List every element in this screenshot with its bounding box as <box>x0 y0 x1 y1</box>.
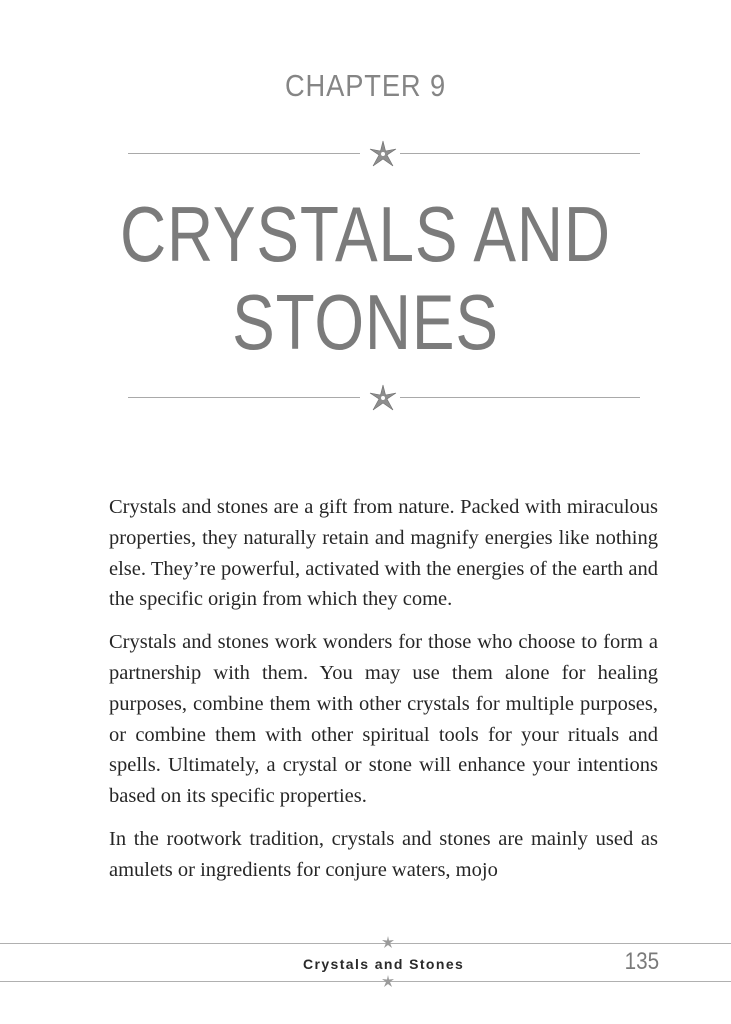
paragraph-2: Crystals and stones work wonders for those who choose to form a partnership with them. You may use them alone for healing purposes, combine them with other crystals for multiple purposes, or combine them with other spiritual tools for your rituals and spells. Ultimately, a crystal or stone will enhance your intentions based on its specific properties. <box>109 631 658 808</box>
divider-line-right <box>400 153 640 154</box>
chapter-label: CHAPTER 9 <box>284 68 447 103</box>
paragraph-3: In the rootwork tradition, crystals and stones are mainly used as amulets or ingredients for conjure waters, mojo <box>109 827 658 881</box>
running-head: Crystals and Stones <box>303 956 465 972</box>
star-flower-icon <box>368 384 398 412</box>
chapter-title <box>66 190 665 366</box>
divider-line-left <box>128 153 360 154</box>
chapter-title-line-1: CRYSTALS AND <box>120 190 611 278</box>
footer-rule-bottom <box>0 981 731 982</box>
footer-rule-top <box>0 943 731 944</box>
star-flower-icon <box>368 140 398 168</box>
small-star-icon <box>382 936 394 948</box>
divider-line-left <box>128 397 360 398</box>
chapter-title-line-2: STONES <box>232 278 499 366</box>
top-ornament-divider <box>128 142 640 166</box>
bottom-ornament-divider <box>128 386 640 410</box>
page-number: 135 <box>624 948 659 975</box>
paragraph-1: Crystals and stones are a gift from nature. Packed with miraculous properties, they naturally retain and magnify energies like nothing else. They’re powerful, activated with the energies of the earth and the specific origin from which they come. <box>109 496 658 611</box>
divider-line-right <box>400 397 640 398</box>
small-star-icon <box>382 975 394 987</box>
body-text <box>109 492 658 898</box>
